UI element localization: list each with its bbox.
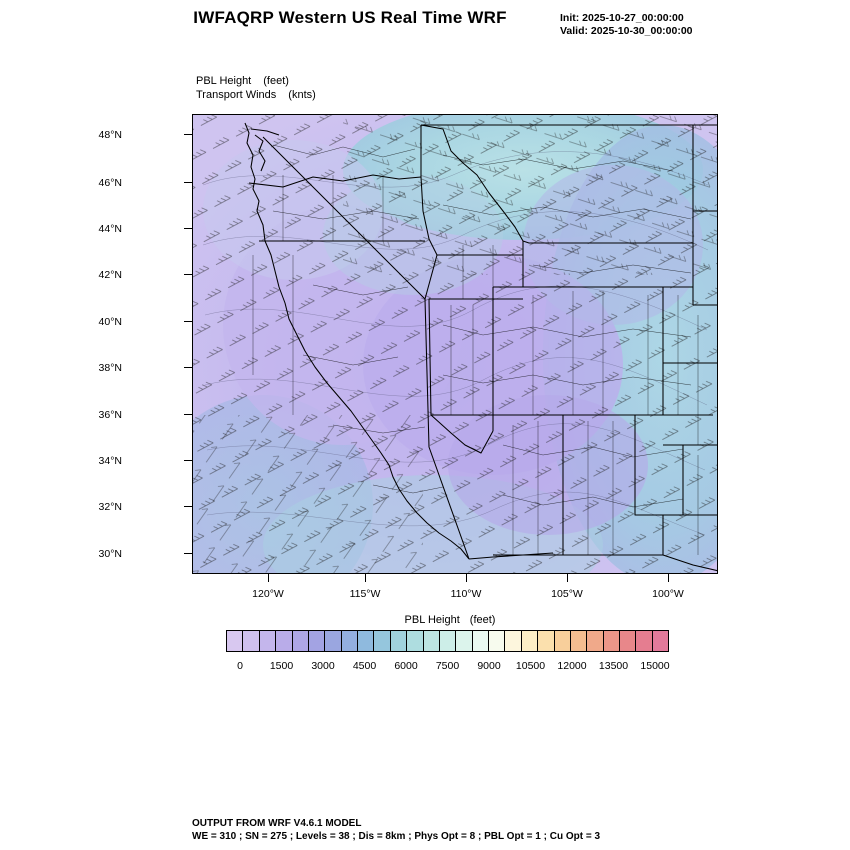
lon-tick-115w: [365, 574, 366, 582]
colorbar: [226, 630, 669, 652]
map-plot-area: [192, 114, 718, 574]
colorbar-swatch: [424, 631, 440, 651]
colorbar-tick-label: 12000: [557, 660, 587, 672]
colorbar-swatch: [374, 631, 390, 651]
colorbar-swatch: [555, 631, 571, 651]
colorbar-swatch: [391, 631, 407, 651]
colorbar-tick-label: 1500: [269, 660, 294, 672]
map-graphic: [193, 115, 718, 574]
page-title: IWFAQRP Western US Real Time WRF: [193, 8, 507, 27]
field-units-transport-winds: (knts): [288, 89, 316, 101]
lon-label-105w: 105°W: [551, 588, 583, 600]
lat-label-36n: 36°N: [98, 409, 122, 421]
colorbar-swatch: [440, 631, 456, 651]
init-valid-block: [560, 12, 693, 38]
colorbar-tick-label: 6000: [394, 660, 418, 672]
colorbar-tick-label: 9000: [477, 660, 501, 672]
lat-label-42n: 42°N: [98, 269, 122, 281]
map-frame: [192, 114, 718, 574]
colorbar-swatch: [653, 631, 668, 651]
field-name-transport-winds: Transport Winds: [196, 89, 277, 101]
colorbar-swatch: [407, 631, 423, 651]
colorbar-swatch: [358, 631, 374, 651]
lat-tick-30n: [184, 553, 192, 554]
lat-tick-48n: [184, 134, 192, 135]
lat-tick-32n: [184, 506, 192, 507]
field-name-pbl-height: PBL Height: [196, 75, 252, 87]
colorbar-tick-label: 0: [237, 660, 243, 672]
lon-tick-120w: [268, 574, 269, 582]
colorbar-swatch: [620, 631, 636, 651]
colorbar-swatch: [571, 631, 587, 651]
colorbar-swatch: [243, 631, 259, 651]
colorbar-swatch: [276, 631, 292, 651]
colorbar-tick-label: 10500: [515, 660, 546, 672]
colorbar-swatch: [342, 631, 358, 651]
lon-label-115w: 115°W: [349, 588, 381, 600]
lat-label-48n: 48°N: [98, 129, 122, 141]
colorbar-swatch: [309, 631, 325, 651]
colorbar-swatch: [473, 631, 489, 651]
colorbar-swatch: [293, 631, 309, 651]
colorbar-tick-label: 4500: [352, 660, 377, 672]
colorbar-tick-label: 3000: [311, 660, 335, 672]
lat-tick-38n: [184, 367, 192, 368]
lat-tick-46n: [184, 182, 192, 183]
lon-label-110w: 110°W: [450, 588, 482, 600]
lat-label-46n: 46°N: [98, 177, 122, 189]
init-time: Init: 2025-10-27_00:00:00: [560, 12, 684, 24]
lat-label-30n: 30°N: [98, 548, 122, 560]
field-label-transport-winds: [196, 88, 316, 102]
lat-label-34n: 34°N: [98, 455, 122, 467]
lat-label-32n: 32°N: [98, 501, 122, 513]
footer-model-line: OUTPUT FROM WRF V4.6.1 MODEL: [192, 818, 362, 829]
lat-tick-36n: [184, 414, 192, 415]
colorbar-tick-labels: [226, 660, 669, 676]
lat-label-44n: 44°N: [98, 223, 122, 235]
colorbar-tick-label: 13500: [598, 660, 629, 672]
colorbar-swatch: [587, 631, 603, 651]
lat-tick-44n: [184, 228, 192, 229]
colorbar-swatch: [636, 631, 652, 651]
lon-label-120w: 120°W: [252, 588, 284, 600]
colorbar-swatch: [538, 631, 554, 651]
lat-label-38n: 38°N: [98, 362, 122, 374]
valid-time: Valid: 2025-10-30_00:00:00: [560, 25, 693, 37]
lon-tick-105w: [567, 574, 568, 582]
field-label-block: [196, 74, 316, 102]
colorbar-swatch: [227, 631, 243, 651]
lon-tick-100w: [668, 574, 669, 582]
footer-config-line: WE = 310 ; SN = 275 ; Levels = 38 ; Dis = 8km ; Phys Opt = 8 ; PBL Opt = 1 ; Cu Opt = 3: [192, 830, 601, 842]
lat-tick-42n: [184, 274, 192, 275]
colorbar-tick-label: 15000: [640, 660, 670, 672]
colorbar-title: [0, 614, 850, 626]
colorbar-title-units: (feet): [469, 614, 496, 626]
colorbar-title-name: PBL Height: [404, 614, 460, 626]
lat-tick-40n: [184, 321, 192, 322]
lat-tick-34n: [184, 460, 192, 461]
colorbar-tick-label: 7500: [435, 660, 460, 672]
field-units-pbl-height: (feet): [263, 75, 289, 87]
footer-block: [192, 818, 600, 843]
lat-label-40n: 40°N: [98, 316, 122, 328]
colorbar-swatch: [489, 631, 505, 651]
colorbar-swatch: [260, 631, 276, 651]
lon-label-100w: 100°W: [652, 588, 684, 600]
lon-tick-110w: [466, 574, 467, 582]
colorbar-swatch: [522, 631, 538, 651]
colorbar-swatch: [456, 631, 472, 651]
field-label-pbl-height: [196, 74, 316, 88]
colorbar-swatch: [325, 631, 341, 651]
colorbar-swatch: [505, 631, 521, 651]
colorbar-swatch: [604, 631, 620, 651]
